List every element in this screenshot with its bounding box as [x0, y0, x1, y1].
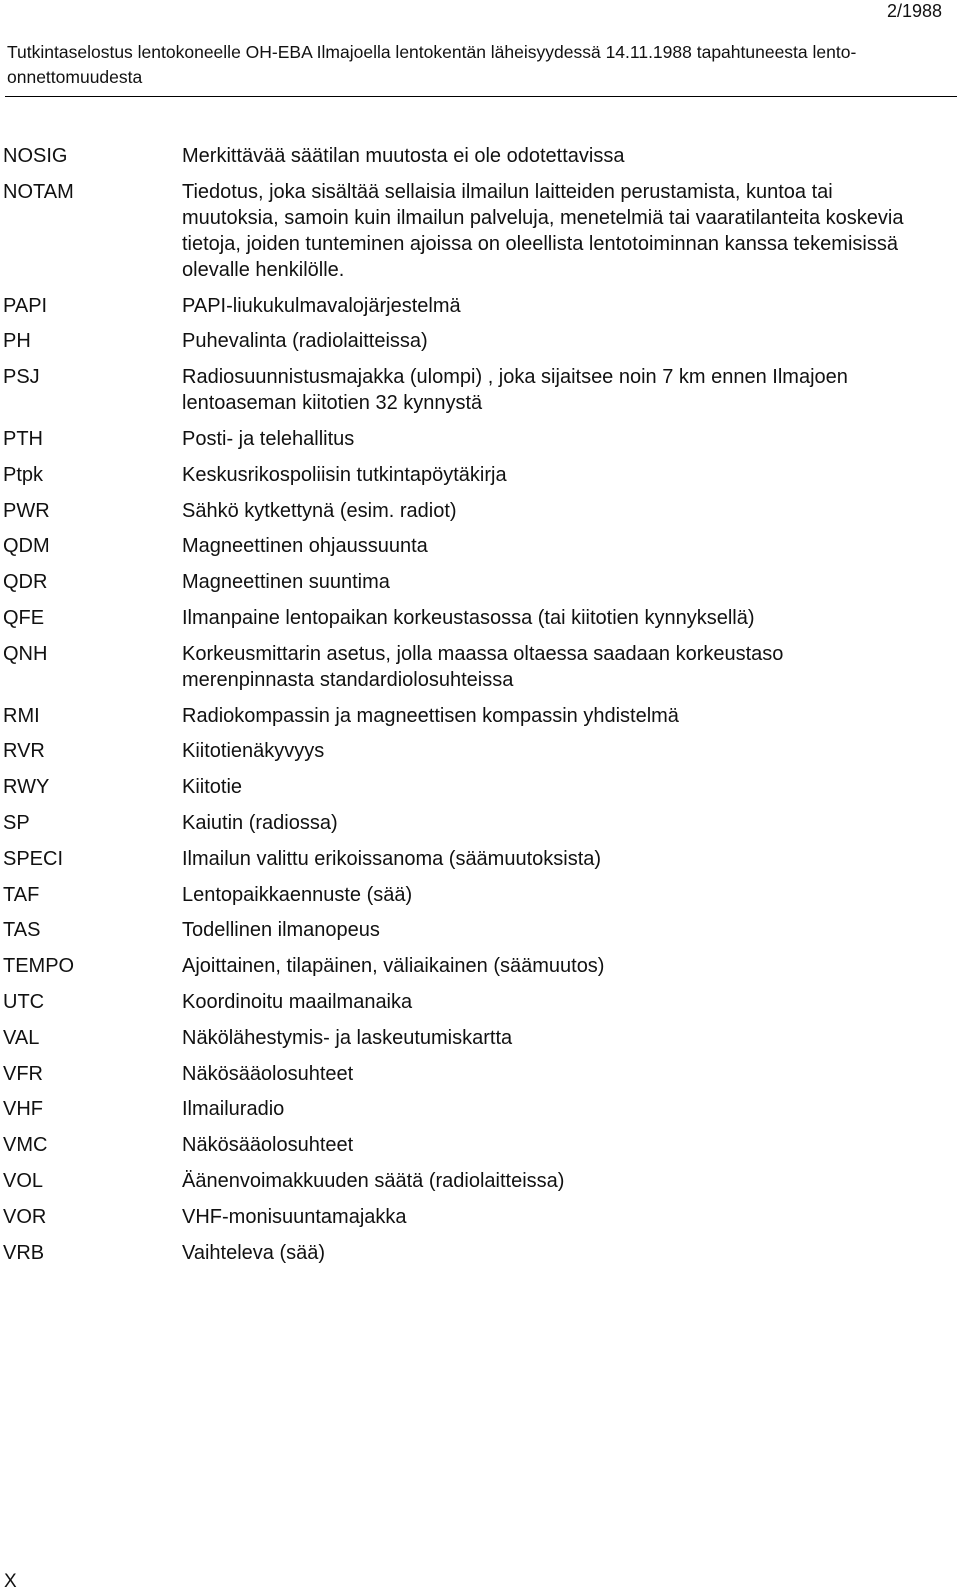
abbreviation-definition: Radiosuunnistusmajakka (ulompi) , joka sijaitsee noin 7 km ennen Ilmajoen lentoaseman kiitotien 32 kynnystä — [182, 366, 848, 415]
abbreviation-definition: Keskusrikospoliisin tutkintapöytäkirja — [182, 463, 507, 486]
abbreviation-term: PH — [3, 330, 31, 353]
abbreviation-definition: Magneettinen ohjaussuunta — [182, 535, 428, 558]
abbreviation-term: NOTAM — [3, 180, 74, 203]
abbreviation-row — [0, 774, 955, 800]
abbreviation-term: TEMPO — [3, 955, 75, 978]
abbreviation-definition: Näkösääolosuhteet — [182, 1062, 354, 1085]
abbreviation-definition: Äänenvoimakkuuden säätä (radiolaitteissa) — [182, 1169, 565, 1192]
abbreviation-row — [0, 846, 955, 872]
abbreviation-definition: Sähkö kytkettynä (esim. radiot) — [182, 499, 457, 522]
abbreviation-term: PTH — [3, 427, 43, 450]
abbreviation-row — [0, 641, 955, 693]
abbreviation-row — [0, 179, 955, 283]
abbreviation-definition: Puhevalinta (radiolaitteissa) — [182, 330, 428, 353]
abbreviation-term: VOR — [3, 1205, 47, 1228]
abbreviation-definition: VHF-monisuuntamajakka — [182, 1205, 407, 1228]
abbreviation-row — [0, 605, 955, 631]
header-divider — [5, 96, 957, 97]
abbreviation-definition: Kiitotienäkyvyys — [182, 740, 325, 763]
abbreviation-term: PAPI — [3, 294, 48, 317]
abbreviation-definition: Näkölähestymis- ja laskeutumiskartta — [182, 1026, 513, 1049]
abbreviation-definition: Vaihteleva (sää) — [182, 1241, 326, 1264]
abbreviation-definition: Lentopaikkaennuste (sää) — [182, 883, 413, 906]
abbreviation-term: VRB — [3, 1241, 45, 1264]
abbreviation-row — [0, 569, 955, 595]
abbreviation-row — [0, 1240, 955, 1266]
abbreviation-row — [0, 293, 955, 319]
abbreviation-row — [0, 1204, 955, 1230]
abbreviation-row — [0, 1168, 955, 1194]
abbreviation-term: PSJ — [3, 366, 40, 389]
abbreviation-definition: Posti- ja telehallitus — [182, 427, 355, 450]
abbreviation-definition: Näkösääolosuhteet — [182, 1134, 354, 1157]
report-title: Tutkintaselostus lentokoneelle OH-EBA Ilmajoella lentokentän läheisyydessä 14.11.1988 tapahtuneesta lento-onnettomuudesta — [7, 42, 857, 87]
abbreviation-term: QDR — [3, 571, 48, 594]
abbreviation-term: VOL — [3, 1169, 44, 1192]
abbreviation-definition: PAPI-liukukulmavalojärjestelmä — [182, 294, 461, 317]
abbreviation-row — [0, 917, 955, 943]
abbreviation-row — [0, 703, 955, 729]
abbreviation-definition: Ilmailuradio — [182, 1098, 285, 1121]
abbreviation-row — [0, 882, 955, 908]
page-number: 2/1988 — [886, 1, 942, 21]
abbreviation-term: QDM — [3, 535, 50, 558]
abbreviation-row — [0, 426, 955, 452]
abbreviation-definition: Magneettinen suuntima — [182, 571, 390, 594]
abbreviation-row — [0, 498, 955, 524]
abbreviation-term: SPECI — [3, 847, 64, 870]
abbreviation-row — [0, 533, 955, 559]
abbreviation-term: RVR — [3, 740, 45, 763]
abbreviation-row — [0, 1061, 955, 1087]
abbreviation-definition: Korkeusmittarin asetus, jolla maassa oltaessa saadaan korkeustaso merenpinnasta standardiolosuhteissa — [182, 642, 784, 691]
abbreviation-definition: Kiitotie — [182, 776, 243, 799]
abbreviation-definition: Kaiutin (radiossa) — [182, 811, 338, 834]
abbreviation-row — [0, 810, 955, 836]
abbreviation-definition: Tiedotus, joka sisältää sellaisia ilmailun laitteiden perustamista, kuntoa tai muutoksia, samoin kuin ilmailun palveluja, menetelmiä tai vaaratilanteita koskevia tietoja, joiden tunteminen ajoissa on oleellista lentotoiminnan kanssa tekemisissä olevalle henkilölle. — [182, 180, 904, 281]
abbreviation-row — [0, 364, 955, 416]
abbreviation-term: UTC — [3, 990, 45, 1013]
abbreviation-term: VAL — [3, 1026, 40, 1049]
abbreviation-row — [0, 1096, 955, 1122]
abbreviation-term: QNH — [3, 642, 48, 665]
footer-mark: X — [4, 1571, 17, 1592]
abbreviation-term: VHF — [3, 1098, 43, 1121]
abbreviation-row — [0, 738, 955, 764]
abbreviation-term: VMC — [3, 1134, 48, 1157]
abbreviation-row — [0, 462, 955, 488]
abbreviation-definition: Ajoittainen, tilapäinen, väliaikainen (säämuutos) — [182, 955, 605, 978]
abbreviation-definition: Radiokompassin ja magneettisen kompassin yhdistelmä — [182, 704, 679, 727]
abbreviation-term: RMI — [3, 704, 40, 727]
abbreviation-row — [0, 328, 955, 354]
abbreviation-row — [0, 1025, 955, 1051]
abbreviation-row — [0, 143, 955, 169]
abbreviation-term: SP — [3, 811, 30, 834]
abbreviation-row — [0, 953, 955, 979]
abbreviation-term: TAS — [3, 919, 41, 942]
abbreviation-definition: Todellinen ilmanopeus — [182, 919, 380, 942]
abbreviation-term: PWR — [3, 499, 50, 522]
abbreviation-term: NOSIG — [3, 145, 68, 167]
abbreviation-term: RWY — [3, 776, 50, 799]
abbreviation-definition: Koordinoitu maailmanaika — [182, 990, 413, 1013]
abbreviation-term: Ptpk — [3, 463, 44, 486]
abbreviation-list — [0, 143, 955, 1275]
abbreviation-row — [0, 1132, 955, 1158]
abbreviation-definition: Merkittävää säätilan muutosta ei ole odotettavissa — [182, 145, 625, 167]
abbreviation-term: QFE — [3, 606, 45, 629]
abbreviation-term: VFR — [3, 1062, 43, 1085]
abbreviation-term: TAF — [3, 883, 40, 906]
abbreviation-definition: Ilmailun valittu erikoissanoma (säämuutoksista) — [182, 847, 602, 870]
abbreviation-row — [0, 989, 955, 1015]
abbreviation-definition: Ilmanpaine lentopaikan korkeustasossa (tai kiitotien kynnyksellä) — [182, 606, 755, 629]
